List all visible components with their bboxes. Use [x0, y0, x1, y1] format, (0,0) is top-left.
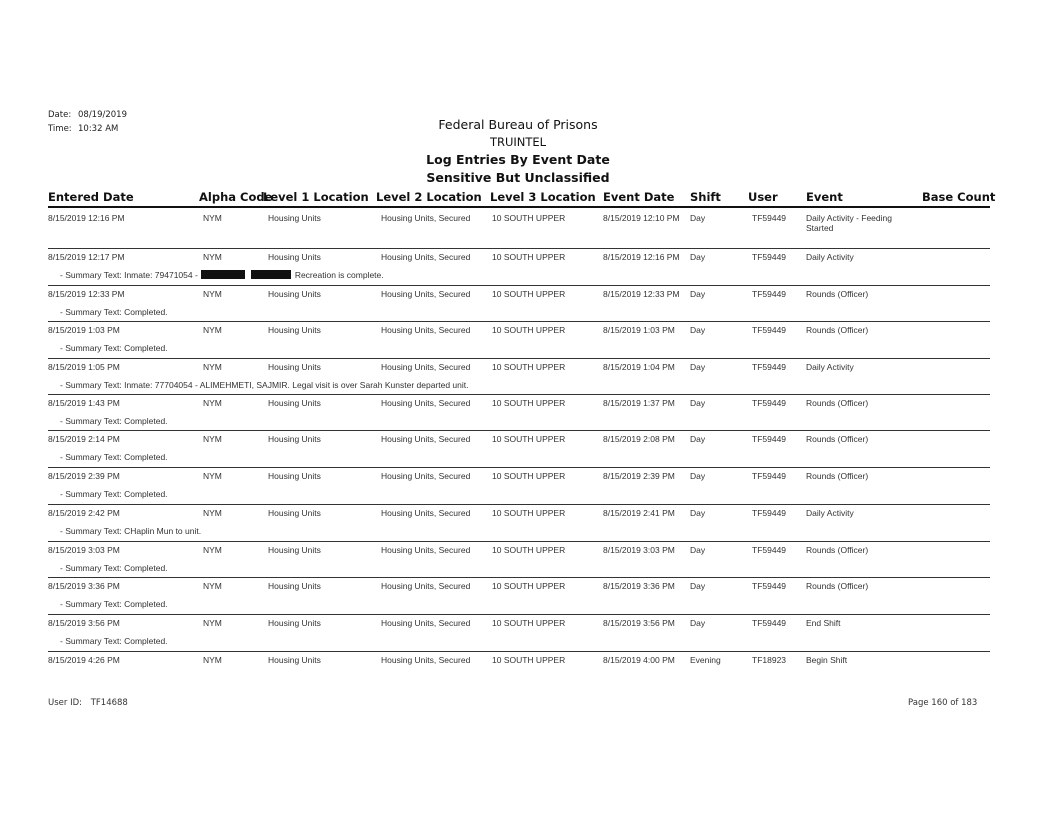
cell-l3: 10 SOUTH UPPER — [492, 618, 566, 628]
cell-l3: 10 SOUTH UPPER — [492, 471, 566, 481]
summary-text — [60, 636, 168, 646]
cell-event-date: 8/15/2019 3:03 PM — [603, 545, 675, 555]
row-divider — [48, 651, 990, 652]
cell-l3: 10 SOUTH UPPER — [492, 289, 566, 299]
summary-text-value: - Summary Text: Completed. — [60, 343, 168, 353]
cell-l2: Housing Units, Secured — [381, 252, 471, 262]
row-divider — [48, 541, 990, 542]
cell-l1: Housing Units — [268, 362, 321, 372]
cell-event: Begin Shift — [806, 655, 848, 665]
summary-text-value: - Summary Text: Completed. — [60, 416, 168, 426]
cell-event-date: 8/15/2019 1:03 PM — [603, 325, 675, 335]
cell-event-date: 8/15/2019 4:00 PM — [603, 655, 675, 665]
row-divider — [48, 467, 990, 468]
cell-event: Rounds (Officer) — [806, 545, 869, 555]
cell-l2: Housing Units, Secured — [381, 508, 471, 518]
cell-code: NYM — [203, 471, 222, 481]
cell-code: NYM — [203, 289, 222, 299]
col-level1: Level 1 Location — [263, 190, 369, 204]
cell-entered: 8/15/2019 3:56 PM — [48, 618, 120, 628]
cell-shift: Evening — [690, 655, 721, 665]
time-label: Time: — [48, 124, 72, 134]
summary-text — [60, 563, 168, 573]
summary-text-value: - Summary Text: Completed. — [60, 489, 168, 499]
cell-event: Rounds (Officer) — [806, 581, 869, 591]
cell-code: NYM — [203, 325, 222, 335]
summary-text-value: - Summary Text: CHaplin Mun to unit. — [60, 526, 202, 536]
cell-event-date: 8/15/2019 2:41 PM — [603, 508, 675, 518]
cell-shift: Day — [690, 434, 706, 444]
cell-event-date: 8/15/2019 2:08 PM — [603, 434, 675, 444]
cell-l2: Housing Units, Secured — [381, 325, 471, 335]
cell-entered: 8/15/2019 2:39 PM — [48, 471, 120, 481]
cell-entered: 8/15/2019 1:43 PM — [48, 398, 120, 408]
footer-user-id — [48, 698, 128, 708]
cell-l2: Housing Units, Secured — [381, 471, 471, 481]
summary-text-value: - Summary Text: Completed. — [60, 307, 168, 317]
page-number: Page 160 of 183 — [908, 698, 978, 708]
cell-entered: 8/15/2019 12:17 PM — [48, 252, 125, 262]
cell-l1: Housing Units — [268, 581, 321, 591]
cell-user: TF59449 — [752, 289, 787, 299]
cell-shift: Day — [690, 325, 706, 335]
date-value: 08/19/2019 — [78, 110, 127, 120]
cell-code: NYM — [203, 581, 222, 591]
col-alpha-code: Alpha Code — [199, 190, 273, 204]
cell-shift: Day — [690, 618, 706, 628]
summary-text — [60, 526, 201, 536]
header-rule — [48, 206, 990, 208]
cell-code: NYM — [203, 508, 222, 518]
date-label: Date: — [48, 110, 72, 120]
cell-shift: Day — [690, 252, 706, 262]
summary-text-value: - Summary Text: Inmate: 77704054 - ALIMEHMETI, SAJMIR. Legal visit is over Sarah Kunster departed unit. — [60, 380, 469, 390]
summary-text-value: - Summary Text: Completed. — [60, 452, 168, 462]
cell-event-date: 8/15/2019 3:56 PM — [603, 618, 675, 628]
cell-entered: 8/15/2019 3:03 PM — [48, 545, 120, 555]
cell-shift: Day — [690, 213, 706, 223]
summary-text-value: - Summary Text: Completed. — [60, 599, 168, 609]
cell-l1: Housing Units — [268, 252, 321, 262]
cell-l1: Housing Units — [268, 398, 321, 408]
cell-entered: 8/15/2019 3:36 PM — [48, 581, 120, 591]
row-divider — [48, 394, 990, 395]
cell-event-date: 8/15/2019 12:33 PM — [603, 289, 680, 299]
cell-l2: Housing Units, Secured — [381, 289, 471, 299]
summary-text-value: - Summary Text: Completed. — [60, 563, 168, 573]
col-level3: Level 3 Location — [490, 190, 596, 204]
summary-text — [60, 489, 168, 499]
cell-user: TF59449 — [752, 545, 787, 555]
cell-l2: Housing Units, Secured — [381, 398, 471, 408]
cell-l2: Housing Units, Secured — [381, 581, 471, 591]
cell-event: Daily Activity — [806, 252, 854, 262]
time-value: 10:32 AM — [78, 124, 119, 134]
cell-l2: Housing Units, Secured — [381, 545, 471, 555]
cell-code: NYM — [203, 545, 222, 555]
summary-text — [60, 380, 469, 390]
cell-l1: Housing Units — [268, 325, 321, 335]
cell-event: Rounds (Officer) — [806, 434, 869, 444]
cell-l1: Housing Units — [268, 655, 321, 665]
cell-code: NYM — [203, 362, 222, 372]
cell-l2: Housing Units, Secured — [381, 434, 471, 444]
cell-event-date: 8/15/2019 2:39 PM — [603, 471, 675, 481]
row-divider — [48, 248, 990, 249]
summary-text — [60, 270, 384, 280]
cell-event-date: 8/15/2019 12:16 PM — [603, 252, 680, 262]
redaction-block — [201, 270, 245, 279]
summary-text — [60, 416, 168, 426]
row-divider — [48, 430, 990, 431]
col-base-count: Base Count — [922, 190, 996, 204]
summary-text — [60, 452, 168, 462]
cell-l1: Housing Units — [268, 471, 321, 481]
cell-l1: Housing Units — [268, 508, 321, 518]
redaction-block — [251, 270, 291, 279]
cell-user: TF59449 — [752, 362, 787, 372]
cell-l1: Housing Units — [268, 545, 321, 555]
cell-event-date: 8/15/2019 12:10 PM — [603, 213, 680, 223]
user-id-value: TF14688 — [90, 698, 128, 708]
cell-user: TF59449 — [752, 213, 787, 223]
cell-user: TF59449 — [752, 471, 787, 481]
cell-code: NYM — [203, 618, 222, 628]
classification-title: Sensitive But Unclassified — [426, 170, 610, 185]
report-title: Log Entries By Event Date — [426, 152, 610, 167]
cell-l3: 10 SOUTH UPPER — [492, 325, 566, 335]
cell-l1: Housing Units — [268, 213, 321, 223]
cell-shift: Day — [690, 508, 706, 518]
cell-l3: 10 SOUTH UPPER — [492, 581, 566, 591]
cell-user: TF59449 — [752, 325, 787, 335]
cell-user: TF18923 — [752, 655, 787, 665]
cell-event: Daily Activity - Feeding Started — [806, 213, 892, 233]
cell-entered: 8/15/2019 12:16 PM — [48, 213, 125, 223]
cell-code: NYM — [203, 252, 222, 262]
summary-text-value: - Summary Text: Completed. — [60, 636, 168, 646]
cell-entered: 8/15/2019 1:05 PM — [48, 362, 120, 372]
cell-l3: 10 SOUTH UPPER — [492, 545, 566, 555]
cell-event: Daily Activity — [806, 508, 854, 518]
cell-code: NYM — [203, 213, 222, 223]
cell-shift: Day — [690, 398, 706, 408]
cell-event-date: 8/15/2019 1:04 PM — [603, 362, 675, 372]
cell-l3: 10 SOUTH UPPER — [492, 362, 566, 372]
cell-user: TF59449 — [752, 398, 787, 408]
col-entered-date: Entered Date — [48, 190, 134, 204]
cell-l3: 10 SOUTH UPPER — [492, 508, 566, 518]
cell-l3: 10 SOUTH UPPER — [492, 252, 566, 262]
summary-text — [60, 343, 168, 353]
cell-l2: Housing Units, Secured — [381, 213, 471, 223]
cell-entered: 8/15/2019 2:42 PM — [48, 508, 120, 518]
cell-l1: Housing Units — [268, 289, 321, 299]
system-title: TRUINTEL — [489, 135, 547, 149]
user-id-label: User ID: — [48, 698, 82, 708]
cell-entered: 8/15/2019 4:26 PM — [48, 655, 120, 665]
row-divider — [48, 285, 990, 286]
cell-event-date: 8/15/2019 1:37 PM — [603, 398, 675, 408]
cell-shift: Day — [690, 362, 706, 372]
cell-l3: 10 SOUTH UPPER — [492, 434, 566, 444]
cell-l3: 10 SOUTH UPPER — [492, 398, 566, 408]
cell-code: NYM — [203, 655, 222, 665]
cell-code: NYM — [203, 398, 222, 408]
row-divider — [48, 614, 990, 615]
summary-text-value: - Summary Text: Inmate: 79471054 - — [60, 270, 198, 280]
col-user: User — [748, 190, 778, 204]
cell-l3: 10 SOUTH UPPER — [492, 655, 566, 665]
row-divider — [48, 321, 990, 322]
cell-l1: Housing Units — [268, 618, 321, 628]
row-divider — [48, 577, 990, 578]
cell-l2: Housing Units, Secured — [381, 618, 471, 628]
col-event: Event — [806, 190, 843, 204]
cell-entered: 8/15/2019 1:03 PM — [48, 325, 120, 335]
cell-shift: Day — [690, 471, 706, 481]
cell-user: TF59449 — [752, 618, 787, 628]
cell-user: TF59449 — [752, 508, 787, 518]
cell-event: Rounds (Officer) — [806, 325, 869, 335]
cell-l2: Housing Units, Secured — [381, 655, 471, 665]
col-event-date: Event Date — [603, 190, 675, 204]
row-divider — [48, 504, 990, 505]
cell-event: Daily Activity — [806, 362, 854, 372]
cell-event: Rounds (Officer) — [806, 289, 869, 299]
cell-entered: 8/15/2019 2:14 PM — [48, 434, 120, 444]
cell-l3: 10 SOUTH UPPER — [492, 213, 566, 223]
col-shift: Shift — [690, 190, 721, 204]
summary-text-continued: Recreation is complete. — [294, 270, 384, 280]
cell-shift: Day — [690, 581, 706, 591]
cell-l1: Housing Units — [268, 434, 321, 444]
cell-shift: Day — [690, 289, 706, 299]
row-divider — [48, 358, 990, 359]
agency-title: Federal Bureau of Prisons — [438, 117, 598, 132]
cell-event: Rounds (Officer) — [806, 398, 869, 408]
cell-shift: Day — [690, 545, 706, 555]
cell-user: TF59449 — [752, 434, 787, 444]
summary-text — [60, 307, 168, 317]
col-level2: Level 2 Location — [376, 190, 482, 204]
cell-l2: Housing Units, Secured — [381, 362, 471, 372]
cell-user: TF59449 — [752, 581, 787, 591]
cell-user: TF59449 — [752, 252, 787, 262]
cell-code: NYM — [203, 434, 222, 444]
cell-entered: 8/15/2019 12:33 PM — [48, 289, 125, 299]
cell-event-date: 8/15/2019 3:36 PM — [603, 581, 675, 591]
cell-event: Rounds (Officer) — [806, 471, 869, 481]
summary-text — [60, 599, 168, 609]
cell-event: End Shift — [806, 618, 841, 628]
